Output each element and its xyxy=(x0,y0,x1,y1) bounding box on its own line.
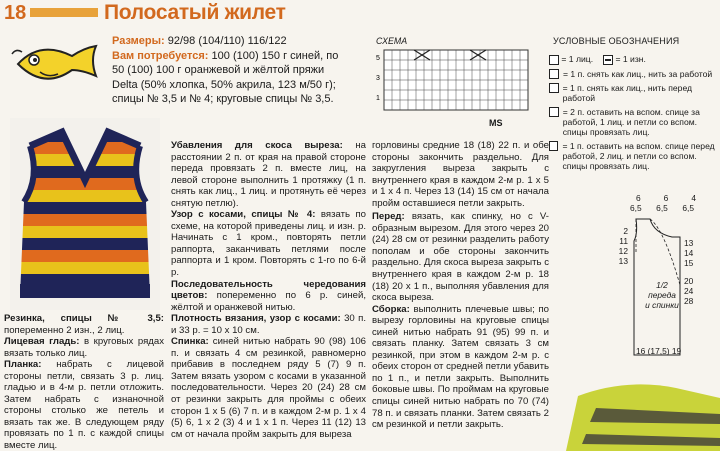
legend-item-slip-back: = 1 п. снять как лиц., нить за работой xyxy=(549,69,719,79)
legend-list xyxy=(549,54,719,171)
legend-item-slip-front: = 1 п. снять как лиц., нить перед работой xyxy=(549,83,719,103)
column-3 xyxy=(372,140,549,431)
scheme-grid xyxy=(374,46,536,118)
materials-value: 100 (100) 150 г синей, по 50 (100) 100 г оранжевой и жёлтой пряжи Delta (50% хлопка, 50% акрила, 123 м/50 г); спицы № 3,5 и № 4; круговые спицы № 3,5. xyxy=(112,49,339,106)
legend-item-purl: = 1 изн. xyxy=(603,54,646,65)
pattern-left-dims: 2 11 12 13 xyxy=(618,226,628,266)
stockinette-text: в круговых рядах вязать только лиц. xyxy=(4,336,164,359)
sequence-text: попеременно по 6 р. синей, жёлтой и оранжевой нитью. xyxy=(171,290,366,313)
slip-front-symbol-icon xyxy=(549,83,559,93)
band-text: набрать с лицевой стороны петли, связать 3 р. лиц. гладью и в 4-м р. петли отложить. Затем набрать с изнаночной стороны столько же петель и вязать так же. В следующем ряду провязать по 1 п. с каждой спицы вместе лиц. xyxy=(4,359,164,451)
scheme-row-1: 1 xyxy=(376,95,380,102)
sequence-title: Последовательность чередования цветов: xyxy=(171,278,366,302)
back-text: синей нитью набрать 90 (98) 106 п. и связать 4 см резинкой, равномерно прибавив в последнем ряду 5 (7) 9 п. Затем вязать узором с косами в указанной последовательности. Через 20 (24) 28 см от резинки закрыть для проймы с обеих сторон 1 х 5 (6) 7 п. и в каждом 2-м р. 1 х 4 (5) 6, 1 х 2 (3) 4 и 1 х 1 п. Через 11 (12) 13 см от начала пройм закрыть для выреза xyxy=(171,336,366,440)
sizes-label: Размеры: xyxy=(112,35,165,47)
legend-title: УСЛОВНЫЕ ОБОЗНАЧЕНИЯ xyxy=(553,36,680,46)
fish-logo-icon xyxy=(10,34,102,92)
pattern-right-dims: 13 14 15 20 24 28 xyxy=(684,238,694,306)
gauge-text: 30 п. и 33 р. = 10 х 10 см. xyxy=(171,313,366,336)
front-text: вязать, как спинку, но с V-образным вырезом. Для этого через 20 (24) 28 см от резинки разделить работу пополам и обе стороны закончить раздельно. Для скоса выреза закрыть с внутреннего края в каждом 2-м р. 18 (18) 20 х 1 п., выполняя убавления для скоса выреза. xyxy=(372,211,549,304)
scheme-row-3: 3 xyxy=(376,75,380,82)
assembly-title: Сборка: xyxy=(372,303,410,315)
page-title: Полосатый жилет xyxy=(104,1,286,24)
sizes-value: 92/98 (104/110) 116/122 xyxy=(167,35,287,47)
legend-item-cable-back: = 2 п. оставить на вспом. спице за работой, 1 лиц. и петли со вспом. спицы провязать лиц. xyxy=(549,107,719,137)
legend-item-cable-front: = 1 п. оставить на вспом. спице перед работой, 2 лиц. и петли со вспом. спицы провязать лиц. xyxy=(549,141,719,171)
stockinette-title: Лицевая гладь: xyxy=(4,336,80,348)
back-title: Спинка: xyxy=(171,336,209,348)
decrease-text: на расстоянии 2 п. от края на правой стороне переда провязать 2 п. вместе лиц, на левой стороне выполнить 1 протяжку (1 п. снять как лиц., 1 лиц. и протянуть её через снятую петлю). xyxy=(171,140,366,209)
scheme-title: СХЕМА xyxy=(376,36,408,46)
legend-item-knit: = 1 лиц. xyxy=(549,54,593,65)
decrease-title: Убавления для скоса выреза: xyxy=(171,140,343,151)
cable-back-symbol-icon xyxy=(549,107,559,117)
column-1 xyxy=(4,313,164,451)
knit-symbol-icon xyxy=(549,55,559,65)
rib-title: Резинка, спицы № 3,5: xyxy=(4,313,164,324)
rib-text: попеременно 2 изн., 2 лиц. xyxy=(4,324,125,336)
sweater-photo xyxy=(556,378,720,451)
scheme-repeat-label: MS xyxy=(489,118,503,128)
pattern-center-label: 1/2 переда и спинки xyxy=(645,280,679,310)
materials-info xyxy=(112,34,344,107)
column-2 xyxy=(171,140,366,440)
gauge-title: Плотность вязания, узор с косами: xyxy=(171,313,341,325)
band-title: Планка: xyxy=(4,359,42,371)
front-title: Перед: xyxy=(372,211,405,223)
pattern-bottom-dims: 16 (17,5) 19 xyxy=(636,346,682,356)
cable-title: Узор с косами, спицы № 4: xyxy=(171,209,316,221)
header-bar xyxy=(30,8,98,17)
slip-back-symbol-icon xyxy=(549,69,559,79)
materials-label: Вам потребуется: xyxy=(112,49,209,62)
vest-photo xyxy=(10,118,160,310)
back-continued-text: горловины средние 18 (18) 22 п. и обе стороны закончить раздельно. Для закругления выреза закрыть с внутреннего края в каждом 2-м р. 1 х 5 и 1 х 4 п. Через 13 (14) 15 см от начала пройм оставшиеся петли закрыть. xyxy=(372,140,549,209)
cable-text: вязать по схеме, на которой приведены лиц. и изн. р. Начинать с 1 кром., повторять петли раппорта, заканчивать петлями после раппорта и 1 кром. Повторять с 1-го по 6-й р. xyxy=(171,209,366,279)
purl-symbol-icon xyxy=(603,55,613,65)
pattern-top-dims: 6 6 4 xyxy=(636,193,696,203)
page-number: 18 xyxy=(4,2,27,24)
assembly-text: выполнить плечевые швы; по вырезу горловины на круговые спицы синей нитью набрать 91 (95) 99 п. и связать планку. Затем связать 3 см резинкой, при этом в каждом 2-м р. с обеих сторон от средней петли убавить по 1 п., и петли закрыть. Выполнить боковые швы. По проймам на круговые спицы синей нитью набрать по 70 (74) 78 п. и связать планки. Затем связать 2 см резинкой и петли закрыть. xyxy=(372,303,550,431)
pattern-top-dims-2: 6,5 6,5 6,5 xyxy=(630,203,694,213)
scheme-row-5: 5 xyxy=(376,55,380,62)
cable-front-symbol-icon xyxy=(549,141,558,151)
